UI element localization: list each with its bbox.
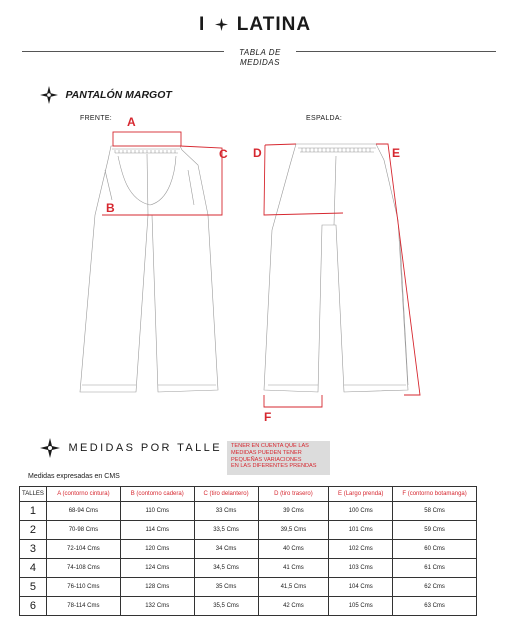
measure-label-b: B [106,201,115,215]
table-cell: 59 Cms [393,521,477,540]
table-header-cell: TALLES [20,487,47,502]
back-view-label: ESPALDA: [306,115,343,122]
size-cell: 3 [20,540,47,559]
size-cell: 6 [20,597,47,616]
front-waistband-ribbing [115,150,175,153]
table-cell: 35,5 Cms [194,597,258,616]
table-cell: 103 Cms [329,559,393,578]
table-cell: 124 Cms [120,559,194,578]
size-cell: 2 [20,521,47,540]
table-cell: 62 Cms [393,578,477,597]
sizes-heading [40,438,222,456]
table-header-cell: E (Largo prenda) [329,487,393,502]
table-header-row [20,487,477,502]
table-row [20,559,477,578]
sizes-title: MEDIDAS POR TALLE [68,442,222,454]
table-cell: 34 Cms [194,540,258,559]
table-cell: 41,5 Cms [258,578,329,597]
table-header-cell: B (contorno cadera) [120,487,194,502]
brand-text-right: LATINA [236,14,312,35]
units-caption: Medidas expresadas en CMS [28,473,120,480]
front-view-label: FRENTE: [80,115,113,122]
table-cell: 114 Cms [120,521,194,540]
table-cell: 70-98 Cms [46,521,120,540]
table-cell: 40 Cms [258,540,329,559]
table-cell: 100 Cms [329,502,393,521]
table-cell: 33,5 Cms [194,521,258,540]
table-cell: 102 Cms [329,540,393,559]
table-cell: 58 Cms [393,502,477,521]
star-bullet-icon [40,438,60,458]
table-cell: 68-94 Cms [46,502,120,521]
table-header-cell: A (contorno cintura) [46,487,120,502]
size-table [19,486,477,616]
product-title: PANTALÓN MARGOT [65,89,172,101]
size-cell: 5 [20,578,47,597]
table-header-cell: C (tiro delantero) [194,487,258,502]
table-cell: 110 Cms [120,502,194,521]
table-cell: 61 Cms [393,559,477,578]
table-cell: 42 Cms [258,597,329,616]
size-cell: 1 [20,502,47,521]
measure-label-c: C [219,147,228,161]
table-cell: 39 Cms [258,502,329,521]
page-subtitle: TABLA DE MEDIDAS [239,48,281,67]
table-cell: 78-114 Cms [46,597,120,616]
back-measure-lines [264,144,420,407]
table-cell: 104 Cms [329,578,393,597]
table-row [20,578,477,597]
measure-label-d: D [253,146,262,160]
table-cell: 60 Cms [393,540,477,559]
table-header-cell: F (contorno botamanga) [393,487,477,502]
table-cell: 39,5 Cms [258,521,329,540]
table-cell: 34,5 Cms [194,559,258,578]
measure-label-f: F [264,410,272,424]
size-cell: 4 [20,559,47,578]
table-cell: 120 Cms [120,540,194,559]
back-pants-outline [264,144,408,392]
table-row [20,540,477,559]
table-row [20,597,477,616]
table-cell: 76-110 Cms [46,578,120,597]
back-waistband-ribbing [302,148,370,152]
table-cell: 101 Cms [329,521,393,540]
measure-label-a: A [127,115,136,129]
table-header-cell: D (tiro trasero) [258,487,329,502]
table-row [20,502,477,521]
table-row [20,521,477,540]
table-cell: 63 Cms [393,597,477,616]
front-pants-outline [80,146,218,392]
front-measure-lines [102,132,222,215]
table-cell: 33 Cms [194,502,258,521]
table-cell: 128 Cms [120,578,194,597]
variation-note: TENER EN CUENTA QUE LAS MEDIDAS PUEDEN TENER PEQUEÑAS VARIACIONES EN LAS DIFERENTES PRENDAS [227,441,330,475]
table-cell: 41 Cms [258,559,329,578]
table-cell: 74-108 Cms [46,559,120,578]
table-cell: 132 Cms [120,597,194,616]
table-cell: 35 Cms [194,578,258,597]
measure-label-e: E [392,146,401,160]
brand-text-left: I [198,14,206,35]
table-cell: 72-104 Cms [46,540,120,559]
table-cell: 105 Cms [329,597,393,616]
